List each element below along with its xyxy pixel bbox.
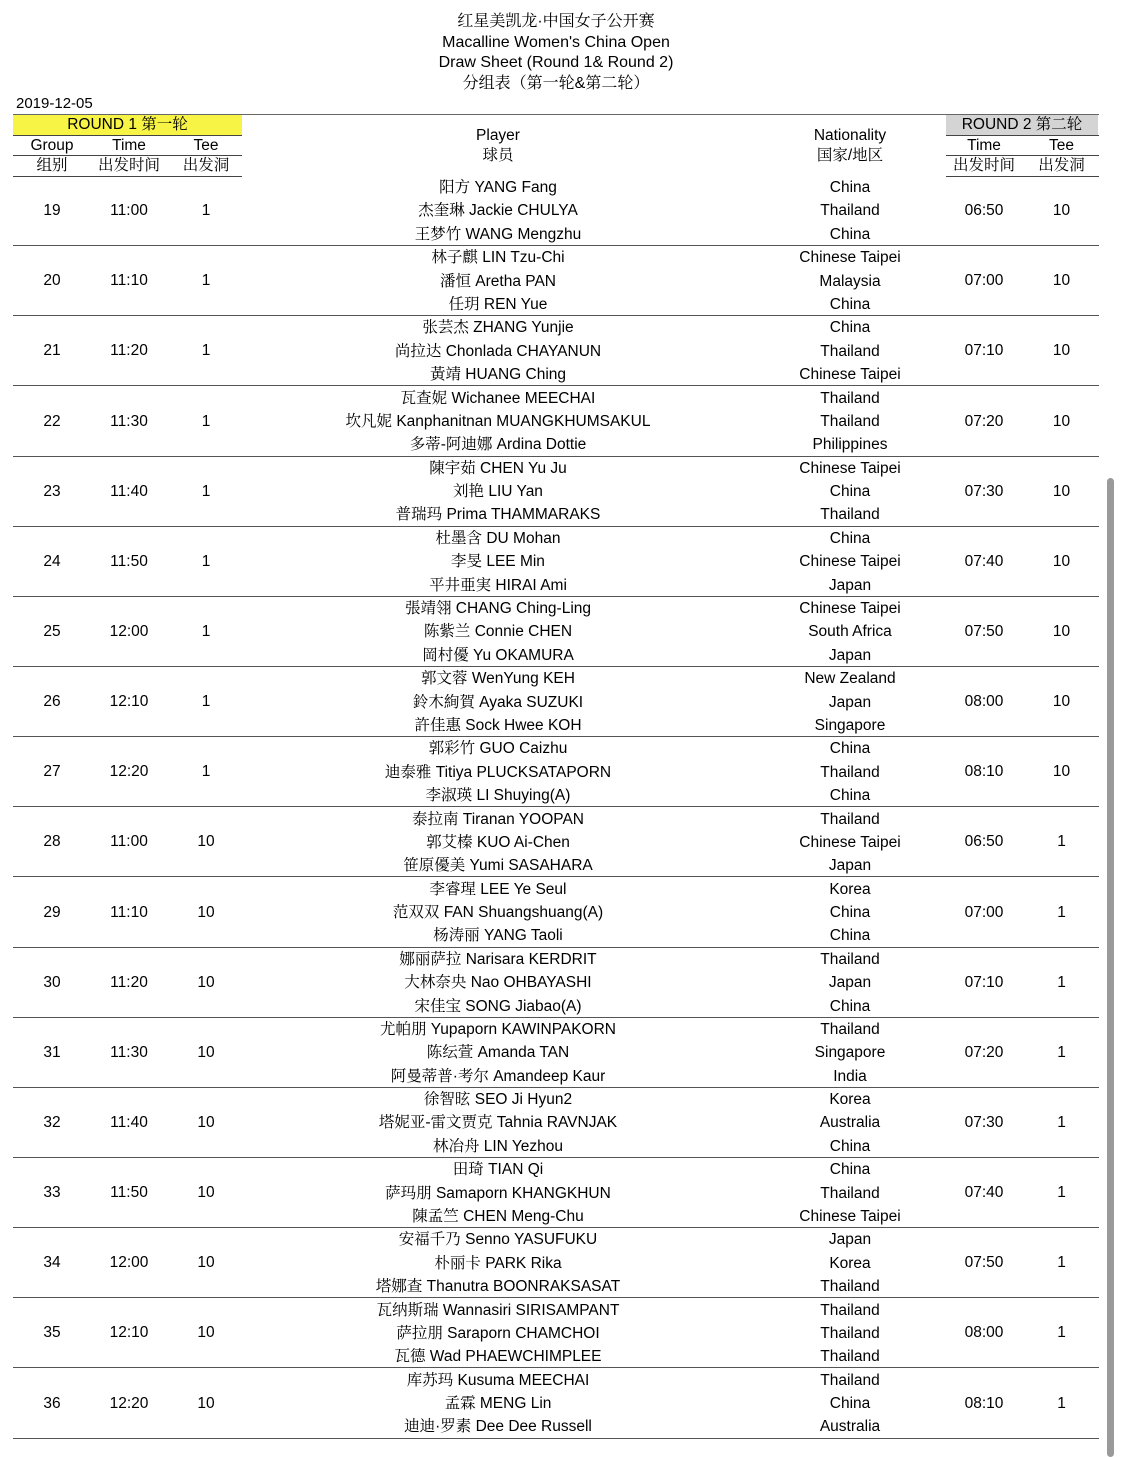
group-number: 34 — [43, 1254, 61, 1272]
round2-tee: 10 — [1052, 552, 1071, 570]
round2-time: 07:20 — [964, 1043, 1004, 1061]
player-nationality: Philippines — [812, 436, 888, 454]
group-row — [0, 316, 1112, 386]
subtitle-en: Draw Sheet (Round 1& Round 2) — [438, 54, 674, 71]
player-name: 大林奈央 Nao OHBAYASHI — [404, 974, 592, 992]
round2-time: 07:30 — [964, 1114, 1004, 1131]
player-nationality: China — [829, 903, 871, 921]
player-nationality: Thailand — [820, 763, 880, 781]
player-name: 库苏玛 Kusuma MEECHAI — [406, 1371, 590, 1389]
player-name: 孟霖 MENG Lin — [444, 1395, 552, 1413]
nationality-list — [760, 667, 940, 737]
player-nationality: Korea — [829, 1091, 871, 1109]
round2-tee: 10 — [1052, 202, 1071, 219]
nationality-list — [760, 1088, 940, 1158]
round1-tee: 10 — [197, 1043, 215, 1061]
player-name: 塔娜查 Thanutra BOONRAKSASAT — [375, 1278, 621, 1296]
group-number: 29 — [43, 903, 61, 921]
player-nationality: Thailand — [820, 1020, 880, 1038]
nationality-list — [760, 457, 940, 527]
group-number: 30 — [43, 973, 61, 991]
player-nationality: Thailand — [820, 342, 880, 360]
player-name: 郭彩竹 GUO Caizhu — [428, 740, 568, 758]
player-name: 张芸杰 ZHANG Yunjie — [422, 319, 574, 337]
round1-time: 11:00 — [110, 202, 148, 219]
nationality-list — [760, 1228, 940, 1298]
player-name: 林子麒 LIN Tzu-Chi — [431, 249, 565, 267]
round2-tee: 10 — [1052, 342, 1071, 360]
player-nationality: Chinese Taipei — [799, 600, 901, 618]
group-number: 35 — [43, 1324, 61, 1342]
player-list — [298, 316, 698, 386]
player-name: 郭艾榛 KUO Ai-Chen — [426, 833, 570, 851]
round1-tee: 10 — [197, 1254, 215, 1272]
player-name: 李睿瑆 LEE Ye Seul — [429, 880, 567, 898]
player-nationality: New Zealand — [804, 670, 896, 688]
player-name: 徐智昡 SEO Ji Hyun2 — [423, 1091, 573, 1109]
nationality-list — [760, 597, 940, 667]
round2-tee: 10 — [1052, 693, 1071, 711]
player-nationality: Chinese Taipei — [799, 833, 901, 851]
group-row — [0, 457, 1112, 527]
player-nationality: China — [829, 1395, 871, 1413]
nationality-list — [760, 316, 940, 386]
nationality-list — [760, 807, 940, 877]
round2-time: 06:50 — [964, 202, 1004, 219]
player-nationality: Thailand — [820, 810, 880, 828]
round2-time: 08:10 — [964, 1394, 1004, 1412]
player-name: 李旻 LEE Min — [451, 553, 545, 571]
group-number: 33 — [43, 1184, 61, 1202]
player-nationality: Thailand — [820, 506, 880, 524]
player-name: 郭文蓉 WenYung KEH — [421, 670, 575, 688]
round1-tee: 1 — [201, 693, 211, 711]
player-name: 笹原優美 Yumi SASAHARA — [403, 857, 593, 875]
group-row — [0, 1158, 1112, 1228]
group-row — [0, 1369, 1112, 1439]
player-nationality: China — [829, 529, 871, 547]
col-group-en: Group — [30, 137, 74, 154]
round2-time: 07:00 — [964, 903, 1004, 921]
nationality-list — [760, 527, 940, 597]
player-name: 杨涛丽 YANG Taoli — [433, 927, 563, 945]
row-divider — [13, 1438, 1099, 1439]
round2-time: 07:30 — [964, 482, 1004, 500]
round1-tee: 10 — [197, 903, 215, 921]
round1-tee: 10 — [197, 1324, 215, 1342]
round2-mid-rule — [946, 155, 1099, 156]
player-nationality: Malaysia — [819, 272, 881, 290]
round2-time: 06:50 — [964, 833, 1004, 851]
group-number: 28 — [43, 833, 61, 851]
player-list — [298, 457, 698, 527]
group-number: 19 — [43, 202, 61, 219]
player-list — [298, 1018, 698, 1088]
player-name: 瓦查妮 Wichanee MEECHAI — [400, 389, 596, 407]
round1-tee: 1 — [201, 412, 211, 430]
player-list — [298, 387, 698, 457]
player-list — [298, 176, 698, 246]
player-name: 迪泰雅 Titiya PLUCKSATAPORN — [384, 763, 612, 781]
round2-time: 08:10 — [964, 763, 1004, 781]
nationality-list — [760, 948, 940, 1018]
player-name: 瓦德 Wad PHAEWCHIMPLEE — [394, 1348, 602, 1366]
nationality-list — [760, 1298, 940, 1368]
col-nationality-cn: 国家/地区 — [816, 147, 884, 164]
player-list — [298, 597, 698, 667]
nationality-list — [760, 1158, 940, 1228]
group-row — [0, 597, 1112, 667]
group-number: 21 — [43, 342, 61, 360]
player-nationality: Thailand — [820, 412, 880, 430]
vertical-scrollbar[interactable] — [1107, 478, 1114, 1457]
player-nationality: Korea — [829, 1254, 871, 1272]
player-name: 普瑞玛 Prima THAMMARAKS — [395, 506, 601, 524]
round2-tee: 1 — [1057, 973, 1066, 991]
player-nationality: Japan — [828, 1231, 872, 1249]
player-nationality: Thailand — [820, 1301, 880, 1319]
round1-time: 12:00 — [109, 622, 149, 640]
player-nationality: Chinese Taipei — [799, 249, 901, 267]
player-list — [298, 246, 698, 316]
round2-time: 07:50 — [964, 1254, 1004, 1272]
player-name: 尚拉达 Chonlada CHAYANUN — [394, 342, 602, 360]
player-list — [298, 1228, 698, 1298]
player-name: 安福千乃 Senno YASUFUKU — [398, 1231, 598, 1249]
player-nationality: Japan — [828, 693, 872, 711]
player-nationality: Japan — [828, 857, 872, 875]
round1-time: 11:50 — [110, 1184, 148, 1202]
group-row — [0, 948, 1112, 1018]
player-nationality: China — [829, 740, 871, 758]
round2-time: 07:50 — [964, 622, 1004, 640]
round1-tee: 10 — [197, 973, 215, 991]
player-nationality: China — [829, 179, 871, 197]
group-number: 24 — [43, 552, 61, 570]
player-nationality: Thailand — [820, 950, 880, 968]
group-row — [0, 1228, 1112, 1298]
round1-header: ROUND 1 第一轮 — [13, 115, 242, 135]
round1-tee: 1 — [201, 622, 211, 640]
col-tee1-en: Tee — [193, 137, 219, 154]
player-name: 刘艳 LIU Yan — [453, 483, 543, 501]
player-nationality: China — [829, 225, 871, 243]
nationality-list — [760, 1369, 940, 1439]
nationality-list — [760, 1018, 940, 1088]
round2-tee: 1 — [1057, 1394, 1066, 1412]
player-list — [298, 1369, 698, 1439]
player-nationality: Japan — [828, 974, 872, 992]
player-list — [298, 948, 698, 1018]
col-tee2-cn: 出发洞 — [1038, 157, 1085, 174]
round2-tee: 1 — [1057, 1184, 1066, 1202]
player-name: 尤帕朋 Yupaporn KAWINPAKORN — [379, 1020, 617, 1038]
player-name: 李淑瑛 LI Shuying(A) — [425, 787, 571, 804]
round1-tee: 10 — [197, 1184, 215, 1202]
player-nationality: China — [829, 319, 871, 337]
round2-time: 07:40 — [964, 552, 1004, 570]
col-time1-en: Time — [112, 137, 146, 154]
player-nationality: Chinese Taipei — [799, 553, 901, 571]
round2-tee: 1 — [1057, 1043, 1066, 1061]
player-nationality: South Africa — [808, 623, 892, 641]
col-time2-en: Time — [967, 137, 1001, 154]
player-name: 林冶舟 LIN Yezhou — [432, 1137, 564, 1155]
player-name: 平井亜実 HIRAI Ami — [429, 576, 567, 594]
round2-tee: 10 — [1052, 412, 1071, 430]
round2-tee: 1 — [1057, 833, 1066, 851]
round1-time: 12:00 — [109, 1254, 149, 1272]
round1-tee: 1 — [201, 482, 211, 500]
player-list — [298, 1298, 698, 1368]
player-nationality: Thailand — [820, 202, 880, 220]
player-nationality: Chinese Taipei — [799, 1207, 901, 1225]
player-name: 杜墨含 DU Mohan — [435, 529, 561, 547]
title-cn: 红星美凯龙·中国女子公开赛 — [457, 13, 655, 30]
player-name: 朴丽卡 PARK Rika — [434, 1254, 562, 1272]
player-nationality: Thailand — [820, 1184, 880, 1202]
col-time1-cn: 出发时间 — [97, 157, 160, 174]
round1-time: 11:10 — [110, 272, 148, 290]
draw-date: 2019-12-05 — [16, 95, 93, 112]
nationality-list — [760, 176, 940, 246]
player-nationality: Australia — [819, 1418, 881, 1436]
round1-mid-rule — [13, 155, 242, 156]
player-name: 泰拉南 Tiranan YOOPAN — [412, 810, 584, 828]
player-name: 陈紫兰 Connie CHEN — [423, 623, 573, 641]
round2-tee: 10 — [1052, 763, 1071, 781]
player-name: 范双双 FAN Shuangshuang(A) — [392, 903, 604, 921]
group-number: 23 — [43, 482, 61, 500]
round2-time: 07:00 — [964, 272, 1004, 290]
player-nationality: China — [829, 997, 871, 1015]
group-row — [0, 878, 1112, 948]
player-name: 宋佳宝 SONG Jiabao(A) — [414, 997, 582, 1015]
round2-time: 07:40 — [964, 1184, 1004, 1202]
player-list — [298, 667, 698, 737]
player-list — [298, 737, 698, 807]
player-name: 張靖翎 CHANG Ching-Ling — [404, 600, 592, 618]
col-tee2-en: Tee — [1049, 137, 1074, 154]
player-name: 岡村優 Yu OKAMURA — [422, 646, 574, 664]
player-name: 田琦 TIAN Qi — [452, 1161, 544, 1179]
player-nationality: Japan — [828, 576, 872, 594]
player-name: 許佳惠 Sock Hwee KOH — [414, 716, 582, 734]
group-row — [0, 527, 1112, 597]
group-number: 20 — [43, 272, 61, 290]
player-name: 任玥 REN Yue — [448, 296, 548, 313]
round2-time: 08:00 — [964, 1324, 1004, 1342]
col-nationality-en: Nationality — [813, 127, 887, 144]
player-nationality: Singapore — [814, 1044, 886, 1062]
group-row — [0, 1018, 1112, 1088]
player-list — [298, 807, 698, 877]
round2-tee: 1 — [1057, 903, 1066, 921]
round2-tee: 1 — [1057, 1324, 1066, 1342]
player-nationality: Japan — [828, 646, 872, 664]
round1-time: 11:50 — [110, 552, 148, 570]
nationality-list — [760, 878, 940, 948]
player-name: 萨拉朋 Saraporn CHAMCHOI — [396, 1324, 600, 1342]
player-name: 多蒂-阿迪娜 Ardina Dottie — [409, 436, 587, 454]
nationality-list — [760, 387, 940, 457]
player-name: 坎凡妮 Kanphanitnan MUANGKHUMSAKUL — [345, 412, 651, 430]
player-nationality: China — [829, 787, 871, 804]
round2-tee: 10 — [1052, 622, 1071, 640]
player-name: 陈纭萱 Amanda TAN — [426, 1044, 570, 1062]
round1-time: 11:00 — [110, 833, 148, 851]
subtitle-cn: 分组表（第一轮&第二轮） — [462, 74, 650, 92]
round1-tee: 10 — [197, 1114, 215, 1131]
group-row — [0, 737, 1112, 807]
group-number: 36 — [43, 1394, 61, 1412]
round2-time: 07:10 — [964, 973, 1004, 991]
round2-tee: 10 — [1052, 482, 1071, 500]
group-number: 32 — [43, 1114, 61, 1131]
round1-tee: 1 — [201, 552, 211, 570]
player-nationality: Thailand — [820, 1324, 880, 1342]
player-nationality: Chinese Taipei — [799, 459, 901, 477]
player-nationality: China — [829, 1161, 871, 1179]
group-number: 26 — [43, 693, 61, 711]
group-row — [0, 667, 1112, 737]
player-name: 阳方 YANG Fang — [439, 179, 557, 197]
round1-tee: 1 — [201, 763, 211, 781]
col-tee1-cn: 出发洞 — [182, 157, 230, 174]
group-row — [0, 246, 1112, 316]
player-list — [298, 1158, 698, 1228]
group-row — [0, 176, 1112, 246]
player-list — [298, 1088, 698, 1158]
group-number: 22 — [43, 412, 61, 430]
player-nationality: Thailand — [820, 1371, 880, 1389]
player-list — [298, 878, 698, 948]
player-name: 陳孟竺 CHEN Meng-Chu — [412, 1207, 584, 1225]
col-player-en: Player — [476, 127, 520, 144]
col-group-cn: 组别 — [36, 157, 68, 174]
player-nationality: Thailand — [820, 1278, 880, 1296]
round2-tee: 1 — [1057, 1114, 1066, 1131]
col-player-cn: 球员 — [482, 147, 514, 164]
player-nationality: China — [829, 483, 871, 501]
player-list — [298, 527, 698, 597]
round1-time: 12:10 — [109, 693, 149, 711]
round1-tee: 1 — [201, 202, 211, 219]
player-name: 王梦竹 WANG Mengzhu — [414, 225, 582, 243]
group-row — [0, 1088, 1112, 1158]
player-nationality: Chinese Taipei — [799, 366, 901, 384]
round1-tee: 1 — [201, 342, 211, 360]
player-nationality: Thailand — [820, 389, 880, 407]
group-number: 31 — [43, 1043, 61, 1061]
player-name: 萨玛朋 Samaporn KHANGKHUN — [385, 1184, 611, 1202]
round1-time: 12:20 — [109, 763, 149, 781]
group-number: 27 — [43, 763, 61, 781]
round1-time: 11:30 — [110, 1043, 148, 1061]
round2-time: 07:20 — [964, 412, 1004, 430]
player-nationality: China — [829, 1137, 871, 1155]
round2-tee: 10 — [1052, 272, 1071, 290]
round1-time: 11:20 — [110, 342, 148, 360]
round1-time: 12:20 — [109, 1394, 149, 1412]
player-name: 塔妮亚-雷文贾克 Tahnia RAVNJAK — [378, 1114, 618, 1132]
round2-time: 07:10 — [964, 342, 1004, 360]
round1-time: 11:40 — [110, 1114, 148, 1131]
round1-time: 12:10 — [109, 1324, 149, 1342]
round2-time: 08:00 — [964, 693, 1004, 711]
player-name: 杰奎琳 Jackie CHULYA — [418, 202, 578, 220]
player-nationality: China — [829, 296, 871, 313]
round1-tee: 10 — [197, 833, 215, 851]
player-nationality: India — [833, 1067, 867, 1085]
player-name: 陳宇茹 CHEN Yu Ju — [429, 459, 567, 477]
round1-time: 11:20 — [110, 973, 148, 991]
round1-time: 11:30 — [110, 412, 148, 430]
round1-time: 11:10 — [110, 903, 148, 921]
player-name: 阿曼蒂普·考尔 Amandeep Kaur — [390, 1067, 606, 1085]
player-nationality: Korea — [829, 880, 871, 898]
nationality-list — [760, 246, 940, 316]
player-nationality: Australia — [819, 1114, 881, 1132]
document-title — [0, 12, 1112, 94]
player-name: 瓦纳斯瑞 Wannasiri SIRISAMPANT — [376, 1301, 620, 1319]
round2-tee: 1 — [1057, 1254, 1066, 1272]
group-row — [0, 807, 1112, 877]
player-name: 迪迪·罗素 Dee Dee Russell — [404, 1418, 592, 1436]
title-en: Macalline Women's China Open — [442, 33, 670, 51]
player-name: 黃靖 HUANG Ching — [429, 366, 567, 384]
nationality-list — [760, 737, 940, 807]
round1-time: 11:40 — [110, 482, 148, 500]
round2-header: ROUND 2 第二轮 — [946, 115, 1098, 135]
col-time2-cn: 出发时间 — [952, 157, 1015, 174]
player-name: 鈴木絢賀 Ayaka SUZUKI — [412, 693, 584, 711]
group-number: 25 — [43, 622, 61, 640]
player-nationality: Singapore — [814, 716, 886, 734]
group-row — [0, 1298, 1112, 1368]
player-nationality: Thailand — [820, 1348, 880, 1366]
round1-tee: 10 — [197, 1394, 215, 1412]
round1-tee: 1 — [201, 272, 211, 290]
player-name: 潘恒 Aretha PAN — [439, 272, 556, 290]
player-nationality: China — [829, 927, 871, 945]
group-row — [0, 387, 1112, 457]
player-name: 娜丽萨拉 Narisara KERDRIT — [399, 950, 597, 968]
